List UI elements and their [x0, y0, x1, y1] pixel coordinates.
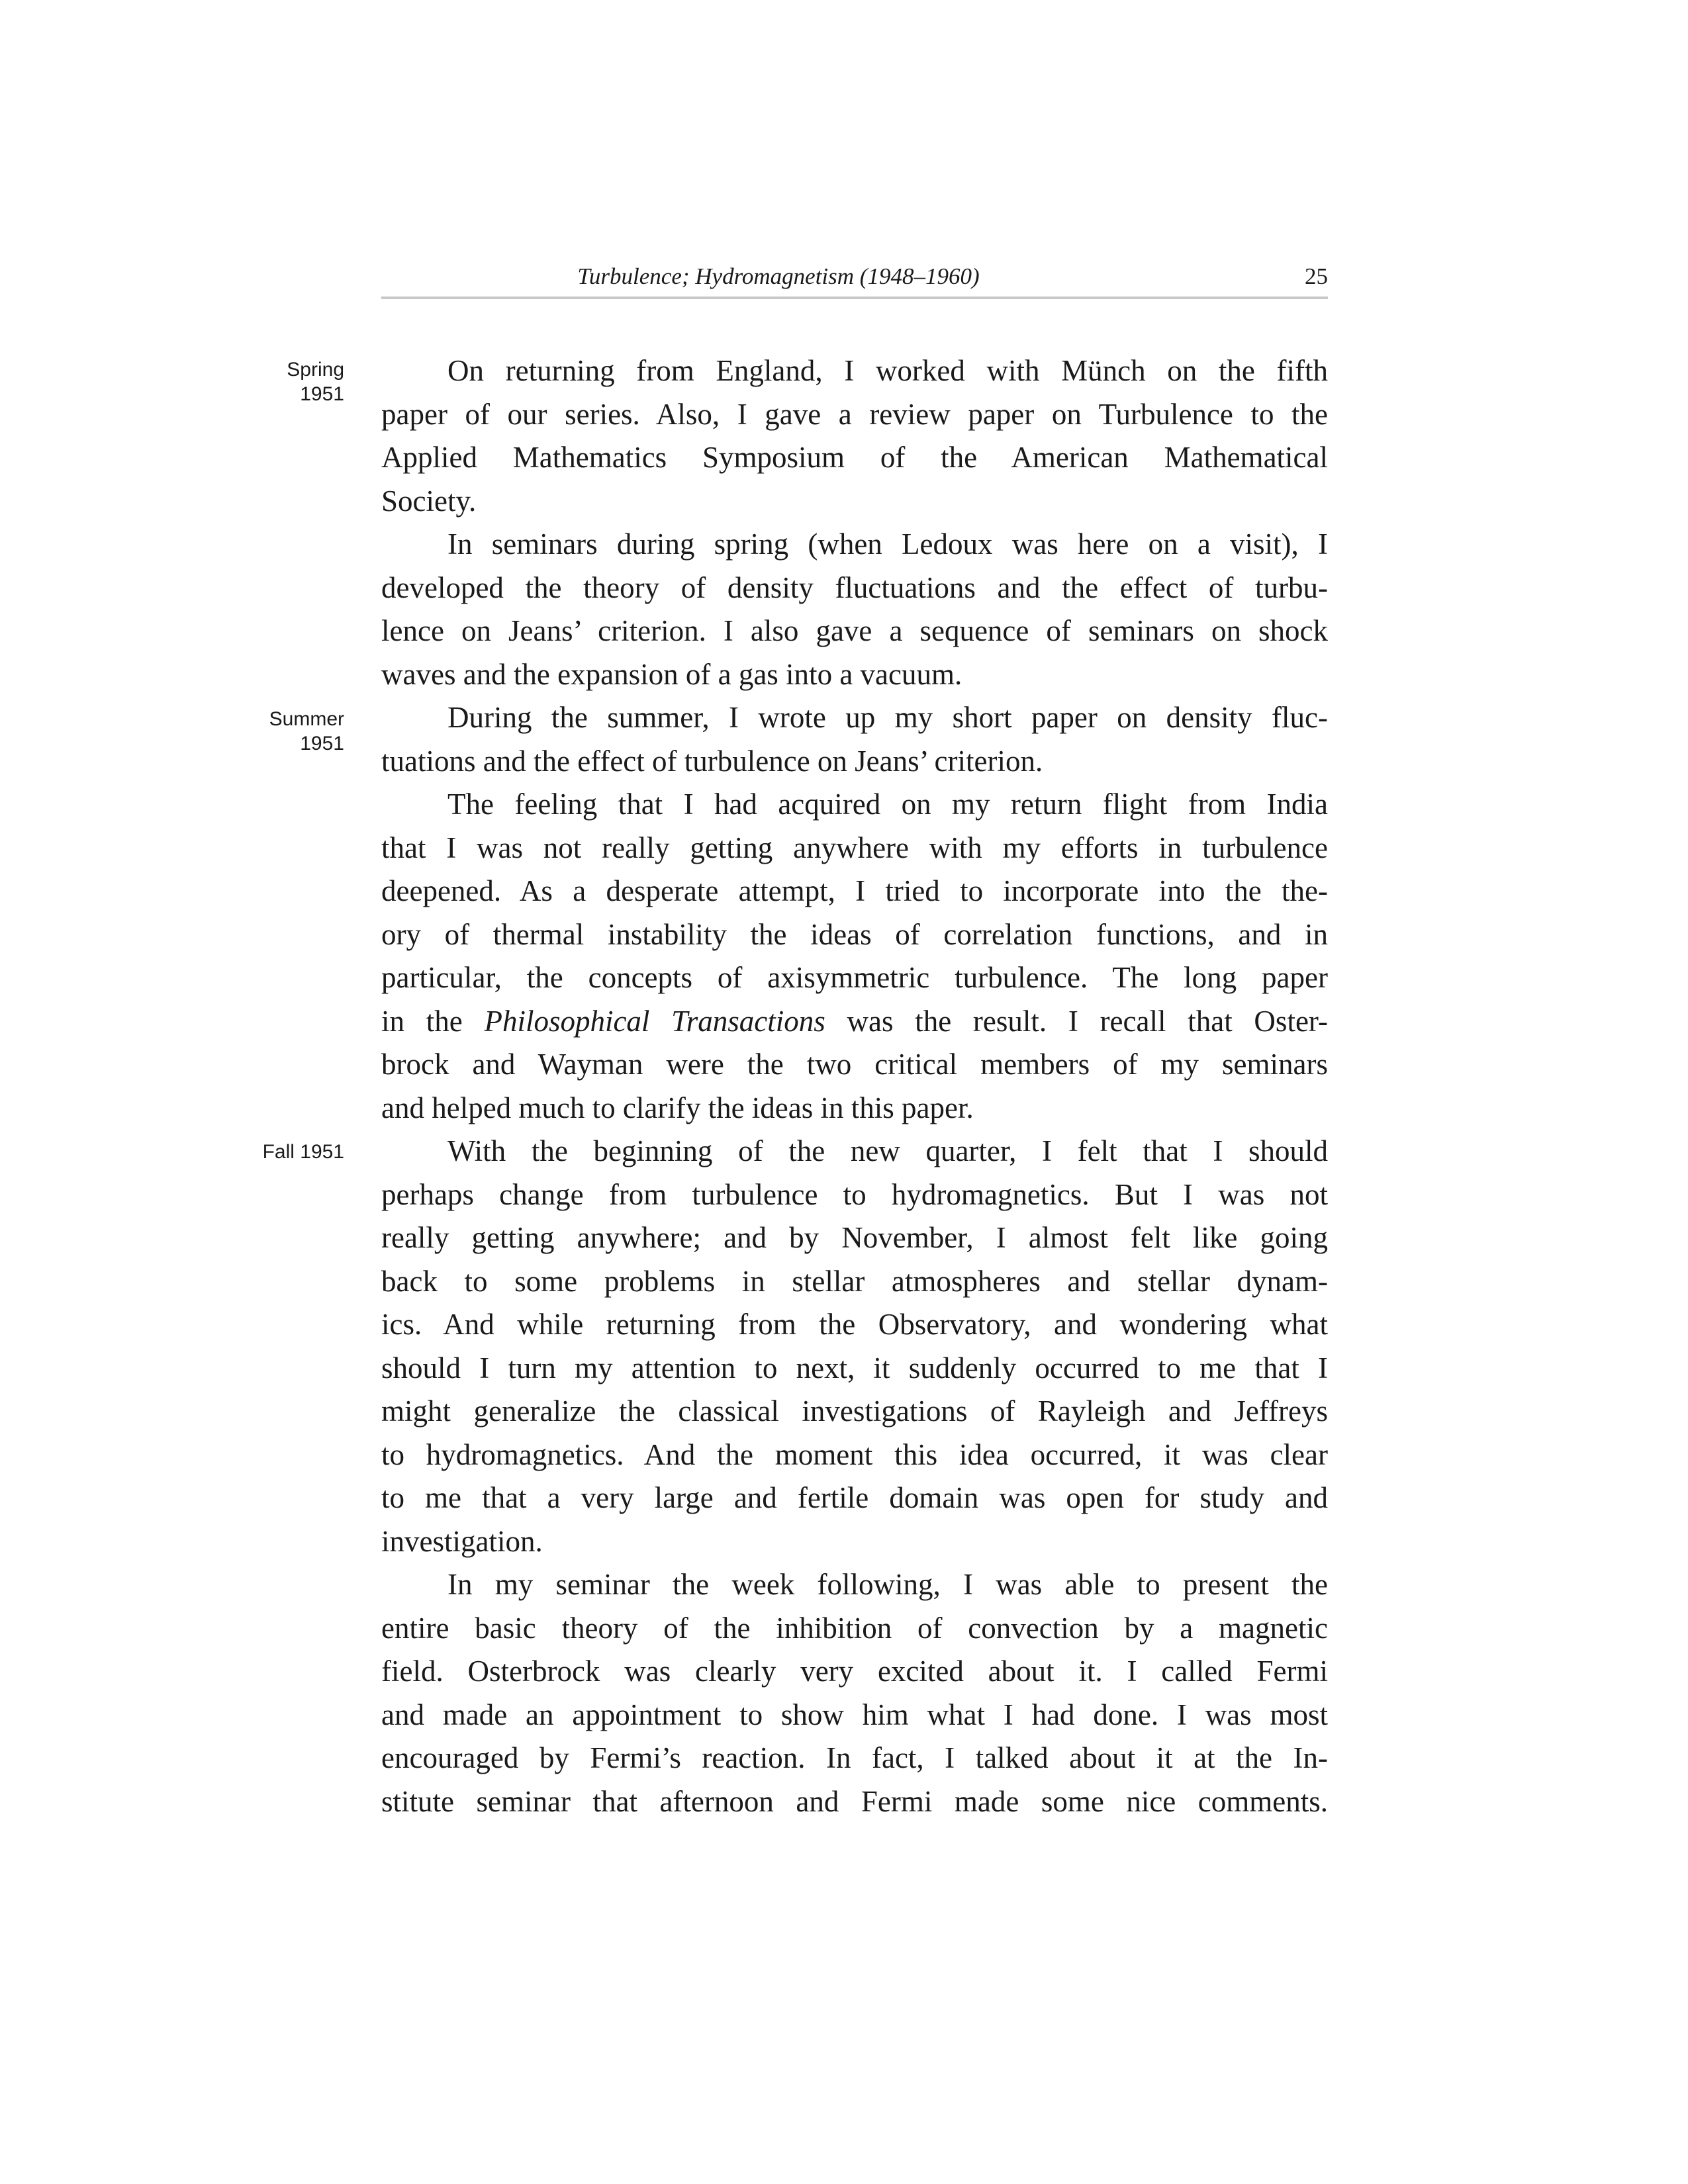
text-line: lence on Jeans’ criterion. I also gave a sequence of seminars on shock [381, 614, 1328, 647]
text-line: stitute seminar that afternoon and Fermi made some nice comments. [381, 1784, 1328, 1818]
paragraph-2 [381, 523, 1328, 696]
text-run: was the result. I recall that Oster- [825, 1004, 1328, 1038]
text-line: entire basic theory of the inhibition of convection by a magnetic [381, 1611, 1328, 1645]
margin-note-line: 1951 [300, 733, 344, 754]
margin-note-line: 1951 [300, 383, 344, 405]
text-run: in the [381, 1004, 485, 1038]
margin-note-line: Fall 1951 [262, 1141, 344, 1163]
text-line: paper of our series. Also, I gave a review paper on Turbulence to the [381, 397, 1328, 431]
margin-note-line: Summer [269, 708, 344, 730]
text-line: that I was not really getting anywhere with my efforts in turbulence [381, 831, 1328, 864]
margin-note-line: Spring [287, 359, 344, 381]
text-line: brock and Wayman were the two critical members of my seminars [381, 1048, 1328, 1081]
text-line: Society. [381, 484, 477, 518]
margin-note-fall-1951 [212, 1140, 344, 1164]
text-line: tuations and the effect of turbulence on Jeans’ criterion. [381, 744, 1043, 778]
text-line: ory of thermal instability the ideas of correlation functions, and in [381, 917, 1328, 951]
margin-note-summer-1951 [212, 707, 344, 756]
paragraph-3 [381, 696, 1328, 783]
text-line: field. Osterbrock was clearly very excited about it. I called Fermi [381, 1655, 1328, 1688]
text-line: really getting anywhere; and by November, I almost felt like going [381, 1221, 1328, 1254]
text-line: should I turn my attention to next, it suddenly occurred to me that I [381, 1351, 1328, 1385]
text-line: perhaps change from turbulence to hydromagnetics. But I was not [381, 1177, 1328, 1211]
text-line: In seminars during spring (when Ledoux was here on a visit), I [447, 527, 1328, 561]
paragraph-6 [381, 1563, 1328, 1823]
paragraph-4 [381, 783, 1328, 1130]
text-line: ics. And while returning from the Observatory, and wondering what [381, 1308, 1328, 1341]
text-line: might generalize the classical investigations of Rayleigh and Jeffreys [381, 1394, 1328, 1428]
text-line-with-italic [381, 1000, 1328, 1044]
page-number: 25 [1305, 263, 1328, 289]
text-line: encouraged by Fermi’s reaction. In fact, I talked about it at the In- [381, 1741, 1328, 1774]
text-line: With the beginning of the new quarter, I felt that I should [447, 1134, 1328, 1167]
text-line: and helped much to clarify the ideas in this paper. [381, 1091, 974, 1124]
text-line: deepened. As a desperate attempt, I tried to incorporate into the the- [381, 874, 1328, 907]
italic-title: Philosophical Transactions [484, 1004, 825, 1038]
paragraph-5 [381, 1130, 1328, 1563]
text-line: investigation. [381, 1524, 543, 1558]
text-line: During the summer, I wrote up my short paper on density fluc- [447, 701, 1328, 734]
text-line: Applied Mathematics Symposium of the American Mathematical [381, 441, 1328, 474]
text-line: The feeling that I had acquired on my return flight from India [447, 788, 1328, 821]
text-line: to me that a very large and fertile domain was open for study and [381, 1481, 1328, 1514]
running-header [381, 263, 1328, 290]
text-line: back to some problems in stellar atmospheres and stellar dynam- [381, 1264, 1328, 1298]
text-line: In my seminar the week following, I was able to present the [447, 1568, 1328, 1601]
text-line: On returning from England, I worked with Münch on the fifth [447, 354, 1328, 387]
paragraph-1 [381, 349, 1328, 523]
header-rule [381, 296, 1328, 299]
margin-note-spring-1951 [212, 357, 344, 406]
text-line: waves and the expansion of a gas into a vacuum. [381, 657, 962, 691]
text-line: developed the theory of density fluctuations and the effect of turbu- [381, 570, 1328, 604]
running-title: Turbulence; Hydromagnetism (1948–1960) [577, 263, 980, 289]
text-line: and made an appointment to show him what I had done. I was most [381, 1698, 1328, 1731]
text-line: to hydromagnetics. And the moment this idea occurred, it was clear [381, 1437, 1328, 1471]
text-line: particular, the concepts of axisymmetric turbulence. The long paper [381, 961, 1328, 994]
